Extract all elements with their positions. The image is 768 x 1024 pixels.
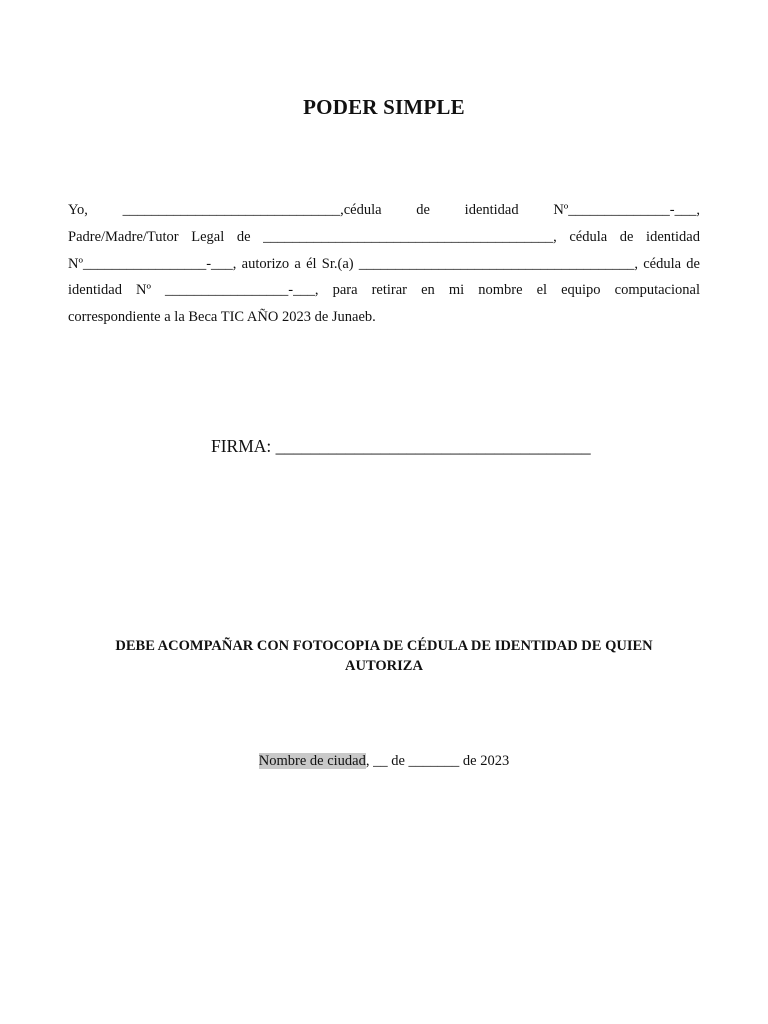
- authorization-paragraph: [68, 197, 700, 331]
- paragraph-line: Yo, ______________________________,cédula de identidad Nº______________-___,: [68, 202, 700, 218]
- document-title: PODER SIMPLE: [303, 95, 465, 119]
- paragraph-line: correspondiente a la Beca TIC AÑO 2023 de Junaeb.: [68, 309, 376, 326]
- notice-line: AUTORIZA: [345, 658, 423, 674]
- signature-line: FIRMA: ____________________________________: [211, 436, 591, 456]
- paragraph-line: Padre/Madre/Tutor Legal de ________________________________________, cédula de identidad: [68, 228, 700, 245]
- paragraph-line: identidad Nº _________________-___, para retirar en mi nombre el equipo computacional: [68, 282, 700, 299]
- paragraph-line: Nº_________________-___, autorizo a él Sr.(a) ______________________________________, cédula de: [68, 255, 700, 272]
- city-name-placeholder: Nombre de ciudad: [258, 753, 366, 769]
- photocopy-notice: [90, 636, 678, 676]
- date-text: , __ de _______ de 2023: [365, 753, 510, 769]
- notice-line: DEBE ACOMPAÑAR CON FOTOCOPIA DE CÉDULA DE IDENTIDAD DE QUIEN: [115, 638, 653, 654]
- date-place-line: [0, 753, 768, 770]
